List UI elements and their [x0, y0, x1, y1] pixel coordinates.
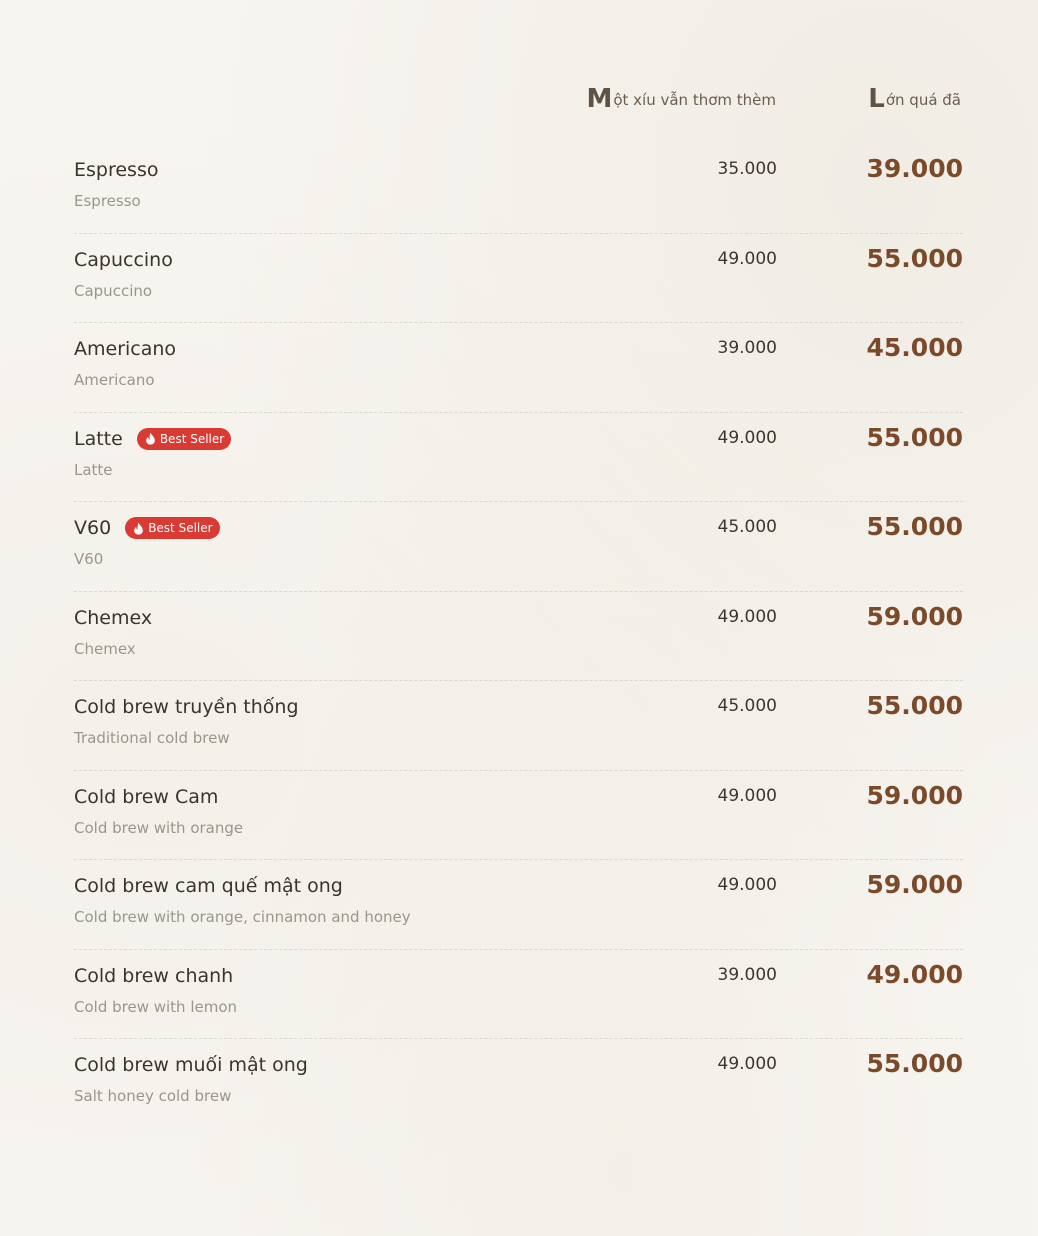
- menu-item[interactable]: [74, 413, 963, 503]
- item-name-row: [74, 963, 233, 989]
- item-description: Espresso: [74, 192, 141, 210]
- item-name: Latte: [74, 427, 123, 450]
- small-size-header: [586, 84, 776, 114]
- price-large-size: 55.000: [866, 512, 963, 541]
- price-large-size: 55.000: [866, 422, 963, 452]
- price-large-size: 55.000: [866, 243, 963, 273]
- price-large-size: 49.000: [866, 959, 963, 989]
- price-small-size: 39.000: [717, 338, 777, 358]
- item-name: Cold brew chanh: [74, 964, 234, 987]
- item-name: Capuccino: [74, 248, 173, 271]
- menu-item[interactable]: [74, 144, 963, 234]
- item-name-row: [74, 247, 173, 273]
- best-seller-badge: [125, 517, 219, 539]
- menu-item[interactable]: [74, 860, 963, 950]
- item-description: V60: [74, 550, 104, 568]
- best-seller-label: Best Seller: [159, 431, 225, 446]
- large-size-header: [868, 84, 961, 114]
- best-seller-badge: [137, 428, 231, 450]
- menu-list: [74, 144, 963, 1129]
- item-description: Cold brew with orange, cinnamon and honey: [74, 908, 411, 926]
- item-name: Chemex: [74, 606, 153, 629]
- item-name-row: [74, 694, 299, 720]
- item-name-row: [74, 336, 176, 362]
- price-small-size: 49.000: [717, 1054, 777, 1074]
- price-large-size: 45.000: [866, 333, 963, 362]
- item-name-row: [74, 873, 343, 899]
- menu-item[interactable]: [74, 323, 963, 413]
- price-small-size: 45.000: [717, 696, 777, 716]
- price-small-size: 49.000: [717, 875, 777, 895]
- item-name: Cold brew cam quế mật ong: [74, 875, 343, 897]
- price-large-size: 55.000: [866, 691, 963, 720]
- item-name: V60: [74, 517, 112, 539]
- item-name: Americano: [74, 338, 177, 360]
- price-small-size: 49.000: [717, 785, 777, 806]
- item-description: Cold brew with lemon: [74, 997, 238, 1016]
- item-name: Cold brew Cam: [74, 785, 219, 808]
- price-small-size: 49.000: [717, 606, 777, 627]
- price-large-size: 55.000: [866, 1049, 963, 1078]
- item-description: Traditional cold brew: [74, 729, 230, 747]
- menu-item[interactable]: [74, 502, 963, 592]
- item-name-row: [74, 426, 231, 452]
- price-large-size: 59.000: [866, 780, 963, 810]
- menu-item[interactable]: [74, 950, 963, 1040]
- price-large-size: 39.000: [866, 154, 963, 183]
- item-name: Espresso: [74, 159, 159, 181]
- menu-item[interactable]: [74, 771, 963, 861]
- item-description: Cold brew with orange: [74, 818, 244, 837]
- item-name-row: [74, 157, 158, 183]
- item-description: Americano: [74, 371, 155, 389]
- price-large-size: 59.000: [866, 870, 963, 899]
- item-description: Chemex: [74, 639, 136, 658]
- item-name: Cold brew muối mật ong: [74, 1054, 308, 1076]
- flame-icon: [133, 522, 144, 535]
- price-small-size: 45.000: [717, 517, 777, 537]
- item-name: Cold brew truyền thống: [74, 696, 299, 718]
- price-small-size: 49.000: [717, 427, 777, 448]
- item-description: Capuccino: [74, 281, 153, 300]
- item-name-row: [74, 605, 152, 631]
- menu-item[interactable]: [74, 234, 963, 324]
- price-column-header: [0, 84, 1038, 120]
- item-name-row: [74, 1052, 308, 1078]
- item-description: Salt honey cold brew: [74, 1087, 232, 1105]
- price-large-size: 59.000: [866, 601, 963, 631]
- flame-icon: [145, 432, 156, 445]
- large-size-label: ớn quá đã: [885, 91, 961, 109]
- small-size-initial: M: [586, 84, 613, 114]
- item-name-row: [74, 515, 220, 541]
- item-description: Latte: [74, 460, 113, 479]
- menu-item[interactable]: [74, 592, 963, 682]
- best-seller-label: Best Seller: [148, 521, 213, 535]
- small-size-label: ột xíu vẫn thơm thèm: [613, 91, 776, 109]
- menu-item[interactable]: [74, 1039, 963, 1129]
- price-small-size: 49.000: [717, 248, 777, 269]
- price-small-size: 35.000: [717, 159, 777, 179]
- menu-item[interactable]: [74, 681, 963, 771]
- item-name-row: [74, 784, 218, 810]
- price-small-size: 39.000: [717, 964, 777, 985]
- large-size-initial: L: [868, 84, 885, 114]
